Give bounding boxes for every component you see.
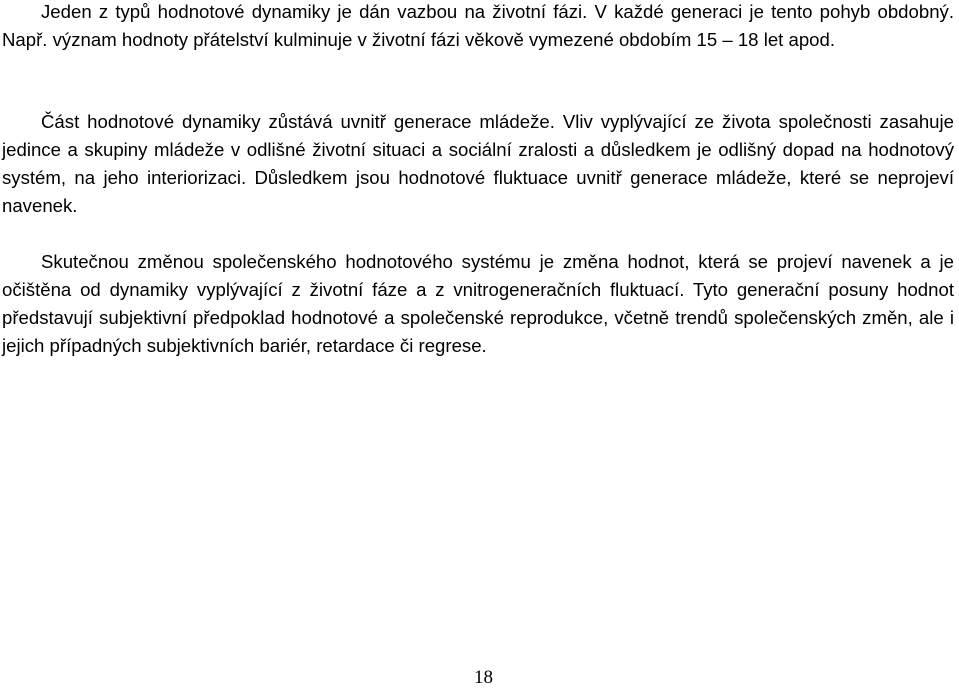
paragraph-value-change: Skutečnou změnou společenského hodnotového systému je změna hodnot, která se projeví navenek a je očištěna od dynamiky vyplývající z životní fáze a z vnitrogeneračních fluktuací. Tyto generační posuny hodnot představují subjektivní předpoklad hodnotové a společenské reprodukce, včetně trendů společenských změn, ale i jejich případných subjektivních bariér, retardace či regrese. <box>2 251 954 356</box>
page-number: 18 <box>474 667 493 688</box>
paragraph-life-phase: Jeden z typů hodnotové dynamiky je dán vazbou na životní fázi. V každé generaci je tento pohyb obdobný. Např. význam hodnoty přátelství kulminuje v životní fázi věkově vymezené obdobím 15 – 18 let apod. <box>2 1 954 50</box>
paragraph-youth-generation: Část hodnotové dynamiky zůstává uvnitř generace mládeže. Vliv vyplývající ze života společnosti zasahuje jedince a skupiny mládeže v odlišné životní situaci a sociální zralosti a důsledkem je odlišný dopad na hodnotový systém, na jeho interiorizaci. Důsledkem jsou hodnotové fluktuace uvnitř generace mládeže, které se neprojeví navenek. <box>2 111 954 216</box>
